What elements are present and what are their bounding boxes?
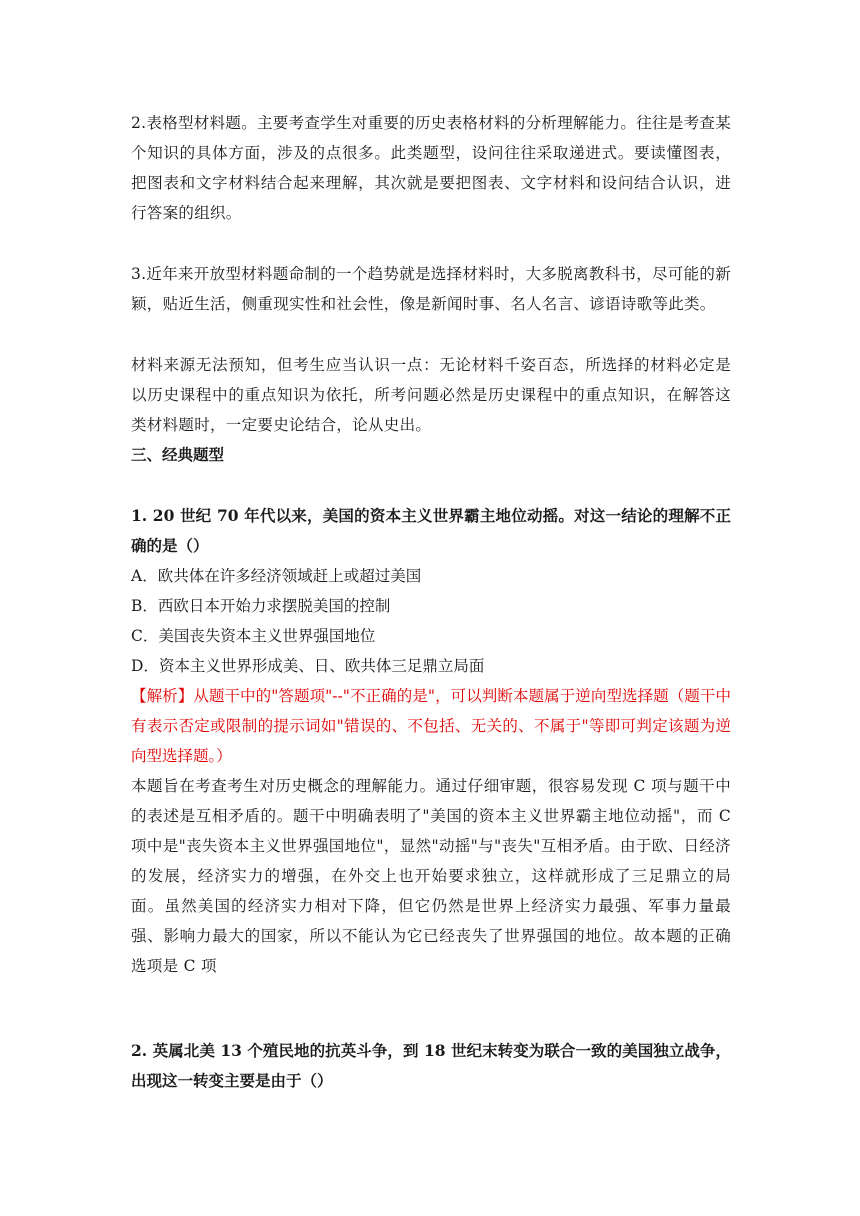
paragraph-table-materials: 2.表格型材料题。主要考查学生对重要的历史表格材料的分析理解能力。往往是考查某个知识的具体方面，涉及的点很多。此类题型，设问往往采取递进式。要读懂图表，把图表和文字材料结合起来理解，其次就是要把图表、文字材料和设问结合认识，进行答案的组织。 <box>131 114 731 222</box>
paragraph-material-source: 材料来源无法预知，但考生应当认识一点：无论材料千姿百态，所选择的材料必定是以历史课程中的重点知识为依托，所考问题必然是历史课程中的重点知识，在解答这类材料题时，一定要史论结合，论从史出。 <box>131 356 731 434</box>
section-heading: 三、经典题型 <box>131 445 225 464</box>
document-page <box>131 108 731 1096</box>
question-1-analysis-body: 本题旨在考查考生对历史概念的理解能力。通过仔细审题，很容易发现 C 项与题干中的表述是互相矛盾的。题干中明确表明了"美国的资本主义世界霸主地位动摇"，而 C 项中是"丧失资本主义世界强国地位"，显然"动摇"与"丧失"互相矛盾。由于欧、日经济的发展，经济实力的增强，在外交上也开始要求独立，这样就形成了三足鼎立的局面。虽然美国的经济实力相对下降，但它仍然是世界上经济实力最强、军事力量最强、影响力最大的国家，所以不能认为它已经丧失了世界强国的地位。故本题的正确选项是 C 项 <box>131 777 731 975</box>
paragraph-open-materials: 3.近年来开放型材料题命制的一个趋势就是选择材料时，大多脱离教科书，尽可能的新颖，贴近生活，侧重现实性和社会性，像是新闻时事、名人名言、谚语诗歌等此类。 <box>131 265 731 313</box>
question-1-option-b: B．西欧日本开始力求摆脱美国的控制 <box>131 597 391 615</box>
question-1-option-c: C．美国丧失资本主义世界强国地位 <box>131 627 376 645</box>
question-1-option-d: D．资本主义世界形成美、日、欧共体三足鼎立局面 <box>131 657 485 675</box>
question-2-stem: 2. 英属北美 13 个殖民地的抗英斗争，到 18 世纪末转变为联合一致的美国独立战争，出现这一转变主要是由于（） <box>131 1041 731 1090</box>
question-1-stem: 1. 20 世纪 70 年代以来，美国的资本主义世界霸主地位动摇。对这一结论的理解不正确的是（） <box>131 506 731 555</box>
question-1-analysis-note: 【解析】从题干中的"答题项"--"不正确的是"，可以判断本题属于逆向型选择题（题干中有表示否定或限制的提示词如"错误的、不包括、无关的、不属于"等即可判定该题为逆向型选择题。） <box>131 687 731 765</box>
question-1-option-a: A．欧共体在许多经济领域赶上或超过美国 <box>131 567 422 585</box>
